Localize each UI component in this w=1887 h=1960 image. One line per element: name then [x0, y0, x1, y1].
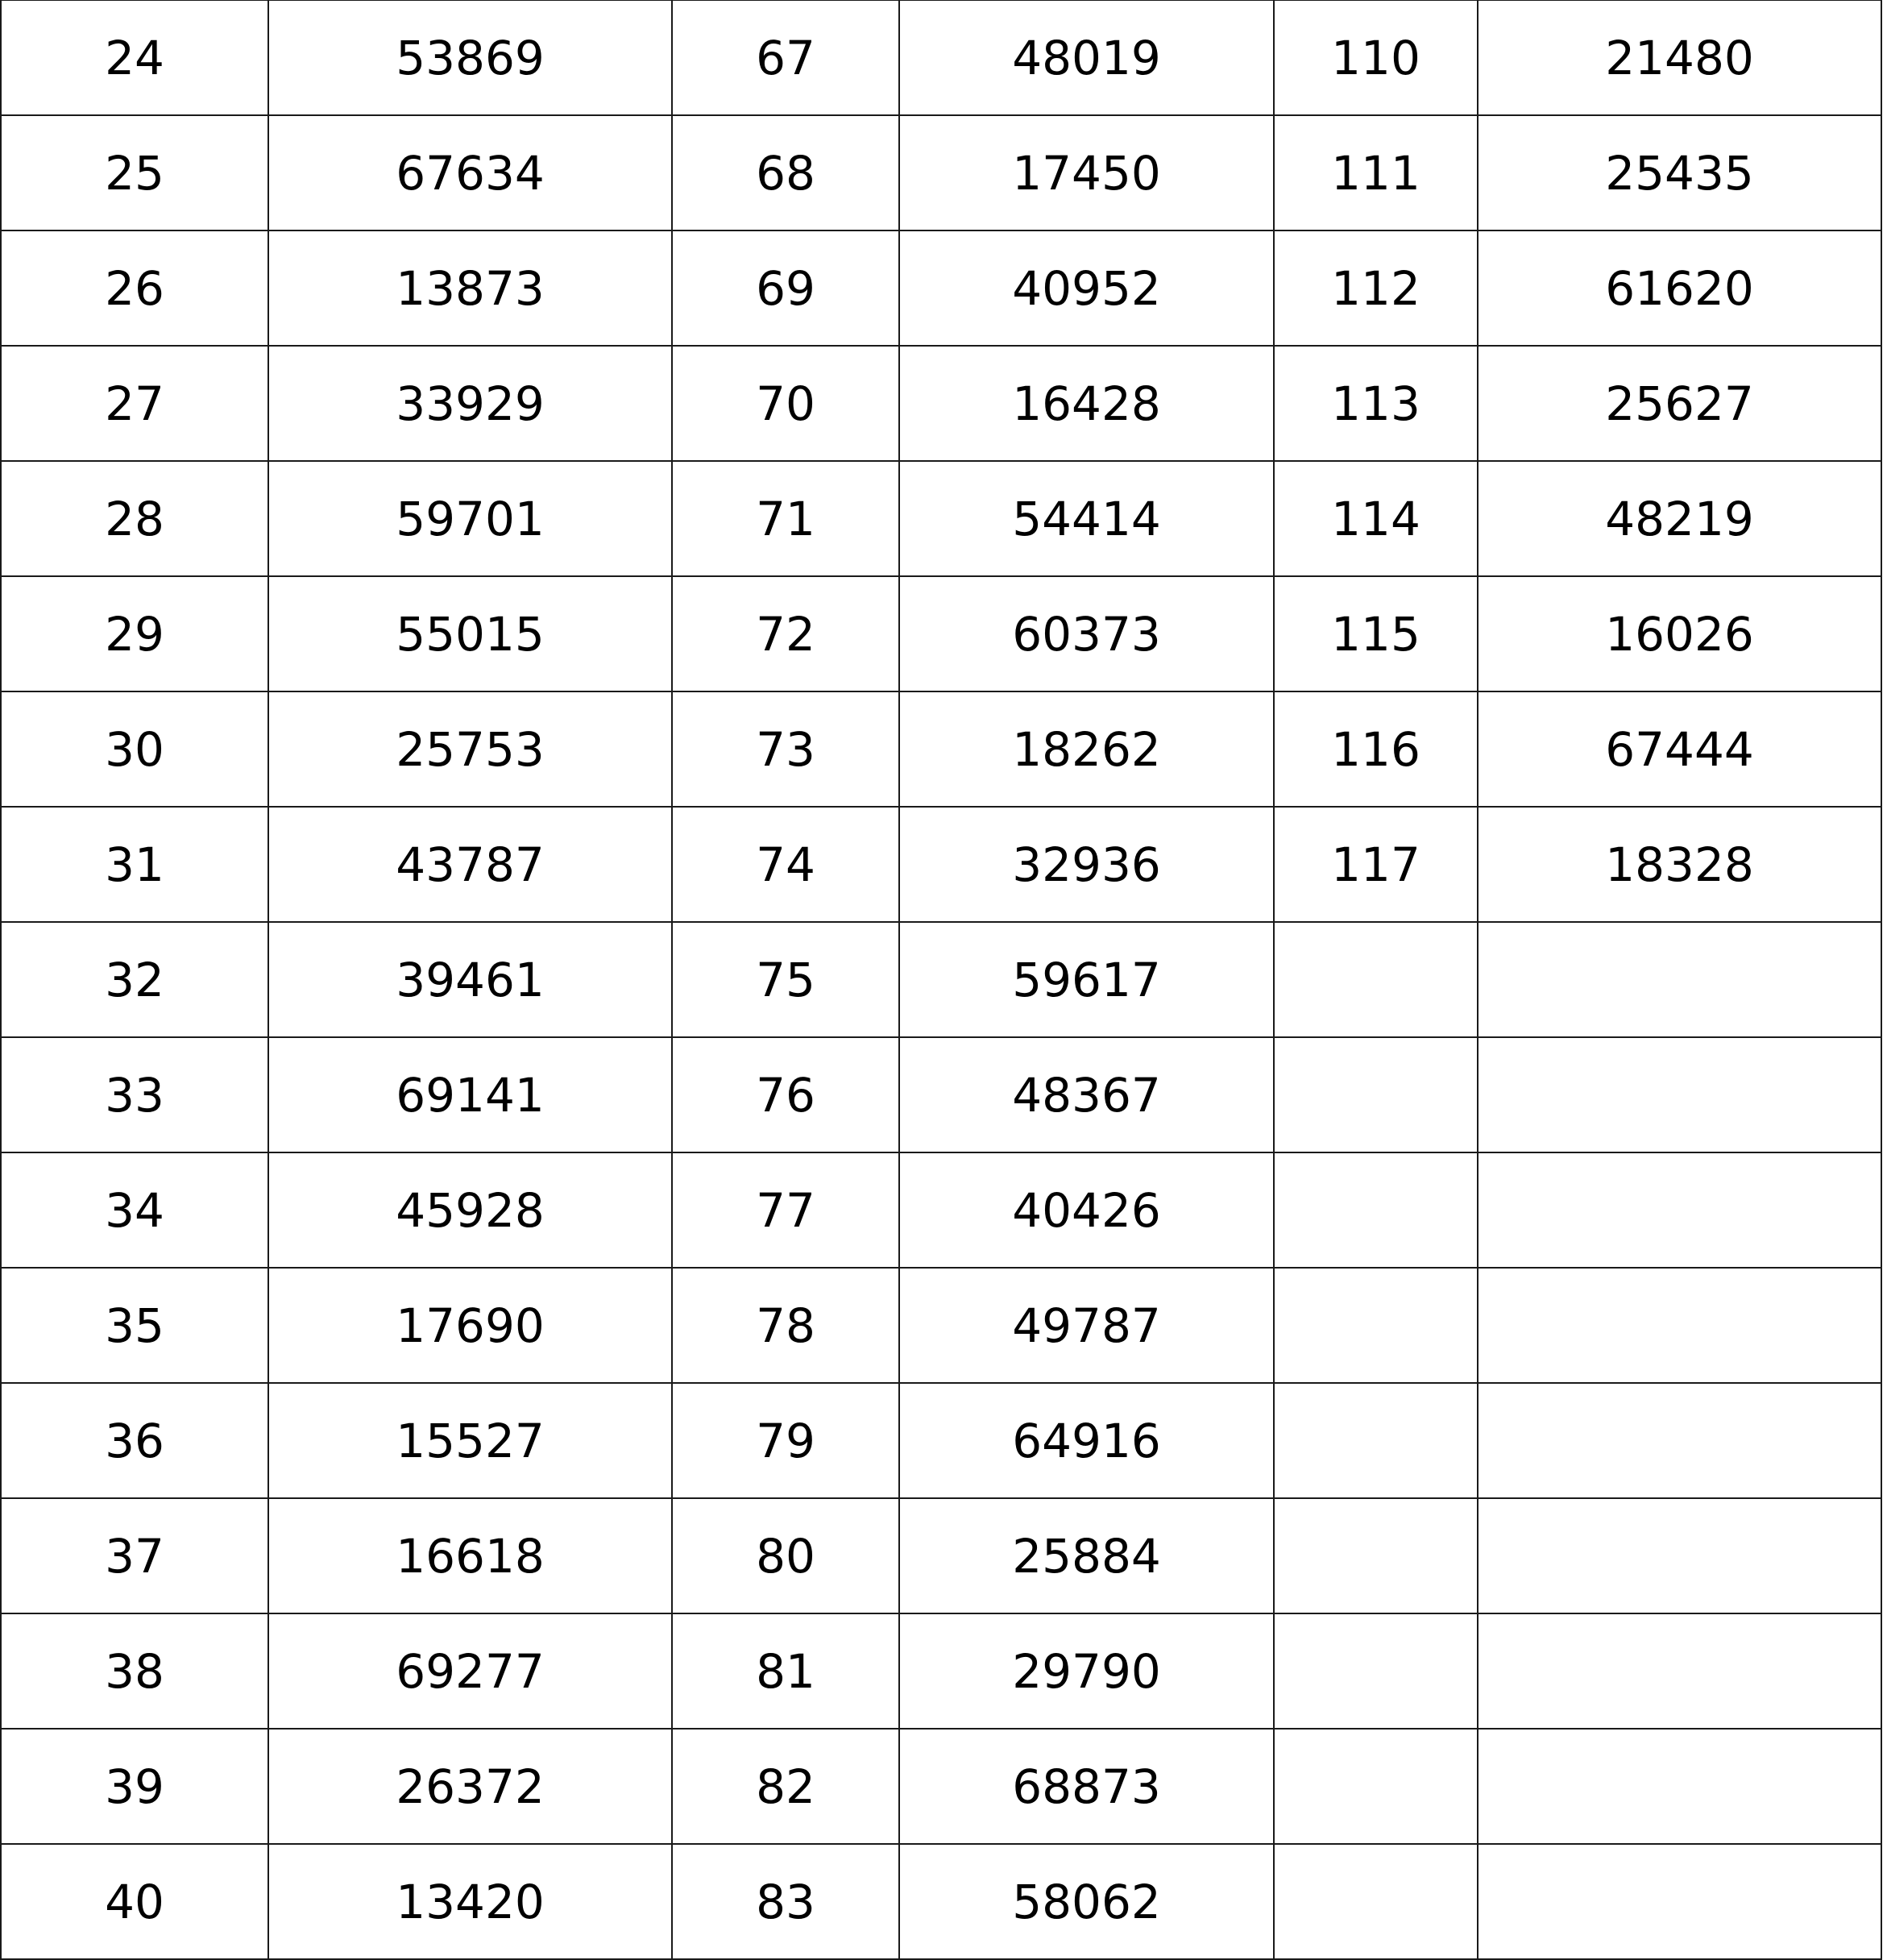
- table-cell: 39461: [268, 922, 672, 1037]
- table-cell: [1274, 1613, 1478, 1729]
- table-cell: 40: [1, 1844, 268, 1959]
- table-cell: 72: [672, 576, 899, 691]
- table-cell: 16026: [1478, 576, 1881, 691]
- table-cell: 33929: [268, 346, 672, 461]
- table-margin: [1881, 576, 1887, 691]
- table-cell: 26372: [268, 1729, 672, 1844]
- table-margin: [1881, 1, 1887, 116]
- table-row: [1, 461, 1887, 576]
- table-cell: 18262: [899, 691, 1274, 807]
- table-cell: 48219: [1478, 461, 1881, 576]
- table-cell: 13420: [268, 1844, 672, 1959]
- table-cell: 21480: [1478, 1, 1881, 116]
- table-cell: [1274, 1152, 1478, 1268]
- table-row: [1, 346, 1887, 461]
- table-cell: 18328: [1478, 807, 1881, 922]
- table-cell: 55015: [268, 576, 672, 691]
- table-row: [1, 1268, 1887, 1383]
- table-cell: [1274, 1729, 1478, 1844]
- table-cell: 27: [1, 346, 268, 461]
- table-margin: [1881, 230, 1887, 346]
- table-cell: [1274, 1037, 1478, 1152]
- table-cell: 28: [1, 461, 268, 576]
- table-cell: 111: [1274, 115, 1478, 230]
- table-row: [1, 1383, 1887, 1498]
- table-margin: [1881, 1383, 1887, 1498]
- table-cell: 73: [672, 691, 899, 807]
- table-row: [1, 1729, 1887, 1844]
- table-cell: 116: [1274, 691, 1478, 807]
- table-cell: 117: [1274, 807, 1478, 922]
- table-row: [1, 1498, 1887, 1613]
- table-cell: 13873: [268, 230, 672, 346]
- table-cell: 38: [1, 1613, 268, 1729]
- table-cell: 77: [672, 1152, 899, 1268]
- table-cell: 67444: [1478, 691, 1881, 807]
- table-cell: [1478, 1383, 1881, 1498]
- table-cell: 31: [1, 807, 268, 922]
- table-cell: [1478, 1729, 1881, 1844]
- table-row: [1, 1037, 1887, 1152]
- table-row: [1, 807, 1887, 922]
- table-cell: 24: [1, 1, 268, 116]
- table-cell: 81: [672, 1613, 899, 1729]
- table-cell: 115: [1274, 576, 1478, 691]
- table-cell: 58062: [899, 1844, 1274, 1959]
- table-row: [1, 115, 1887, 230]
- table-cell: 114: [1274, 461, 1478, 576]
- table-margin: [1881, 115, 1887, 230]
- table-cell: [1274, 922, 1478, 1037]
- table-cell: 61620: [1478, 230, 1881, 346]
- table-margin: [1881, 1037, 1887, 1152]
- table-cell: 54414: [899, 461, 1274, 576]
- table-cell: 53869: [268, 1, 672, 116]
- table-row: [1, 1152, 1887, 1268]
- table-cell: 68873: [899, 1729, 1274, 1844]
- table-cell: 49787: [899, 1268, 1274, 1383]
- table-cell: 32: [1, 922, 268, 1037]
- table-margin: [1881, 1268, 1887, 1383]
- table-cell: 26: [1, 230, 268, 346]
- table-row: [1, 576, 1887, 691]
- table-row: [1, 230, 1887, 346]
- table-cell: 78: [672, 1268, 899, 1383]
- table-cell: 69: [672, 230, 899, 346]
- table-cell: [1478, 1268, 1881, 1383]
- table-margin: [1881, 1613, 1887, 1729]
- table-row: [1, 922, 1887, 1037]
- table-cell: 69277: [268, 1613, 672, 1729]
- table-cell: 32936: [899, 807, 1274, 922]
- table-cell: 33: [1, 1037, 268, 1152]
- table-cell: 37: [1, 1498, 268, 1613]
- table-cell: 59701: [268, 461, 672, 576]
- table-cell: [1274, 1498, 1478, 1613]
- table-cell: 48019: [899, 1, 1274, 116]
- table-cell: 35: [1, 1268, 268, 1383]
- table-cell: 67634: [268, 115, 672, 230]
- table-cell: 80: [672, 1498, 899, 1613]
- table-cell: 25627: [1478, 346, 1881, 461]
- table-cell: 60373: [899, 576, 1274, 691]
- table-cell: 45928: [268, 1152, 672, 1268]
- table-cell: [1274, 1268, 1478, 1383]
- table-cell: 82: [672, 1729, 899, 1844]
- table-margin: [1881, 346, 1887, 461]
- table-cell: [1478, 922, 1881, 1037]
- table-cell: 71: [672, 461, 899, 576]
- table-cell: 29: [1, 576, 268, 691]
- table-cell: 74: [672, 807, 899, 922]
- table-cell: 17690: [268, 1268, 672, 1383]
- table-cell: [1274, 1844, 1478, 1959]
- table-cell: 110: [1274, 1, 1478, 116]
- table-cell: [1478, 1037, 1881, 1152]
- table-margin: [1881, 922, 1887, 1037]
- table-cell: [1274, 1383, 1478, 1498]
- table-cell: [1478, 1152, 1881, 1268]
- table-cell: 25: [1, 115, 268, 230]
- table-cell: 40952: [899, 230, 1274, 346]
- table-cell: 75: [672, 922, 899, 1037]
- table-cell: 16618: [268, 1498, 672, 1613]
- table-cell: 36: [1, 1383, 268, 1498]
- table-cell: 43787: [268, 807, 672, 922]
- table-cell: 25435: [1478, 115, 1881, 230]
- table-cell: 64916: [899, 1383, 1274, 1498]
- table-cell: 34: [1, 1152, 268, 1268]
- table-cell: [1478, 1498, 1881, 1613]
- table-cell: 68: [672, 115, 899, 230]
- table-cell: 112: [1274, 230, 1478, 346]
- table-margin: [1881, 1152, 1887, 1268]
- table-margin: [1881, 691, 1887, 807]
- table-cell: 30: [1, 691, 268, 807]
- table-margin: [1881, 1729, 1887, 1844]
- table-cell: 16428: [899, 346, 1274, 461]
- table-cell: 113: [1274, 346, 1478, 461]
- table-cell: 48367: [899, 1037, 1274, 1152]
- table-cell: 40426: [899, 1152, 1274, 1268]
- table-row: [1, 1844, 1887, 1959]
- table-cell: 59617: [899, 922, 1274, 1037]
- table-cell: 76: [672, 1037, 899, 1152]
- table-row: [1, 691, 1887, 807]
- table-cell: 79: [672, 1383, 899, 1498]
- table-cell: [1478, 1844, 1881, 1959]
- table-row: [1, 1613, 1887, 1729]
- table-cell: 69141: [268, 1037, 672, 1152]
- table-cell: 67: [672, 1, 899, 116]
- table-cell: 25884: [899, 1498, 1274, 1613]
- table-margin: [1881, 461, 1887, 576]
- table-margin: [1881, 1844, 1887, 1959]
- table-cell: 83: [672, 1844, 899, 1959]
- table-margin: [1881, 1498, 1887, 1613]
- table-row: [1, 1, 1887, 116]
- table-cell: 70: [672, 346, 899, 461]
- table-cell: 25753: [268, 691, 672, 807]
- table-body: [1, 1, 1887, 1960]
- table-margin: [1881, 807, 1887, 922]
- table-cell: 15527: [268, 1383, 672, 1498]
- table-cell: 39: [1, 1729, 268, 1844]
- table-cell: [1478, 1613, 1881, 1729]
- table-cell: 17450: [899, 115, 1274, 230]
- table-cell: 29790: [899, 1613, 1274, 1729]
